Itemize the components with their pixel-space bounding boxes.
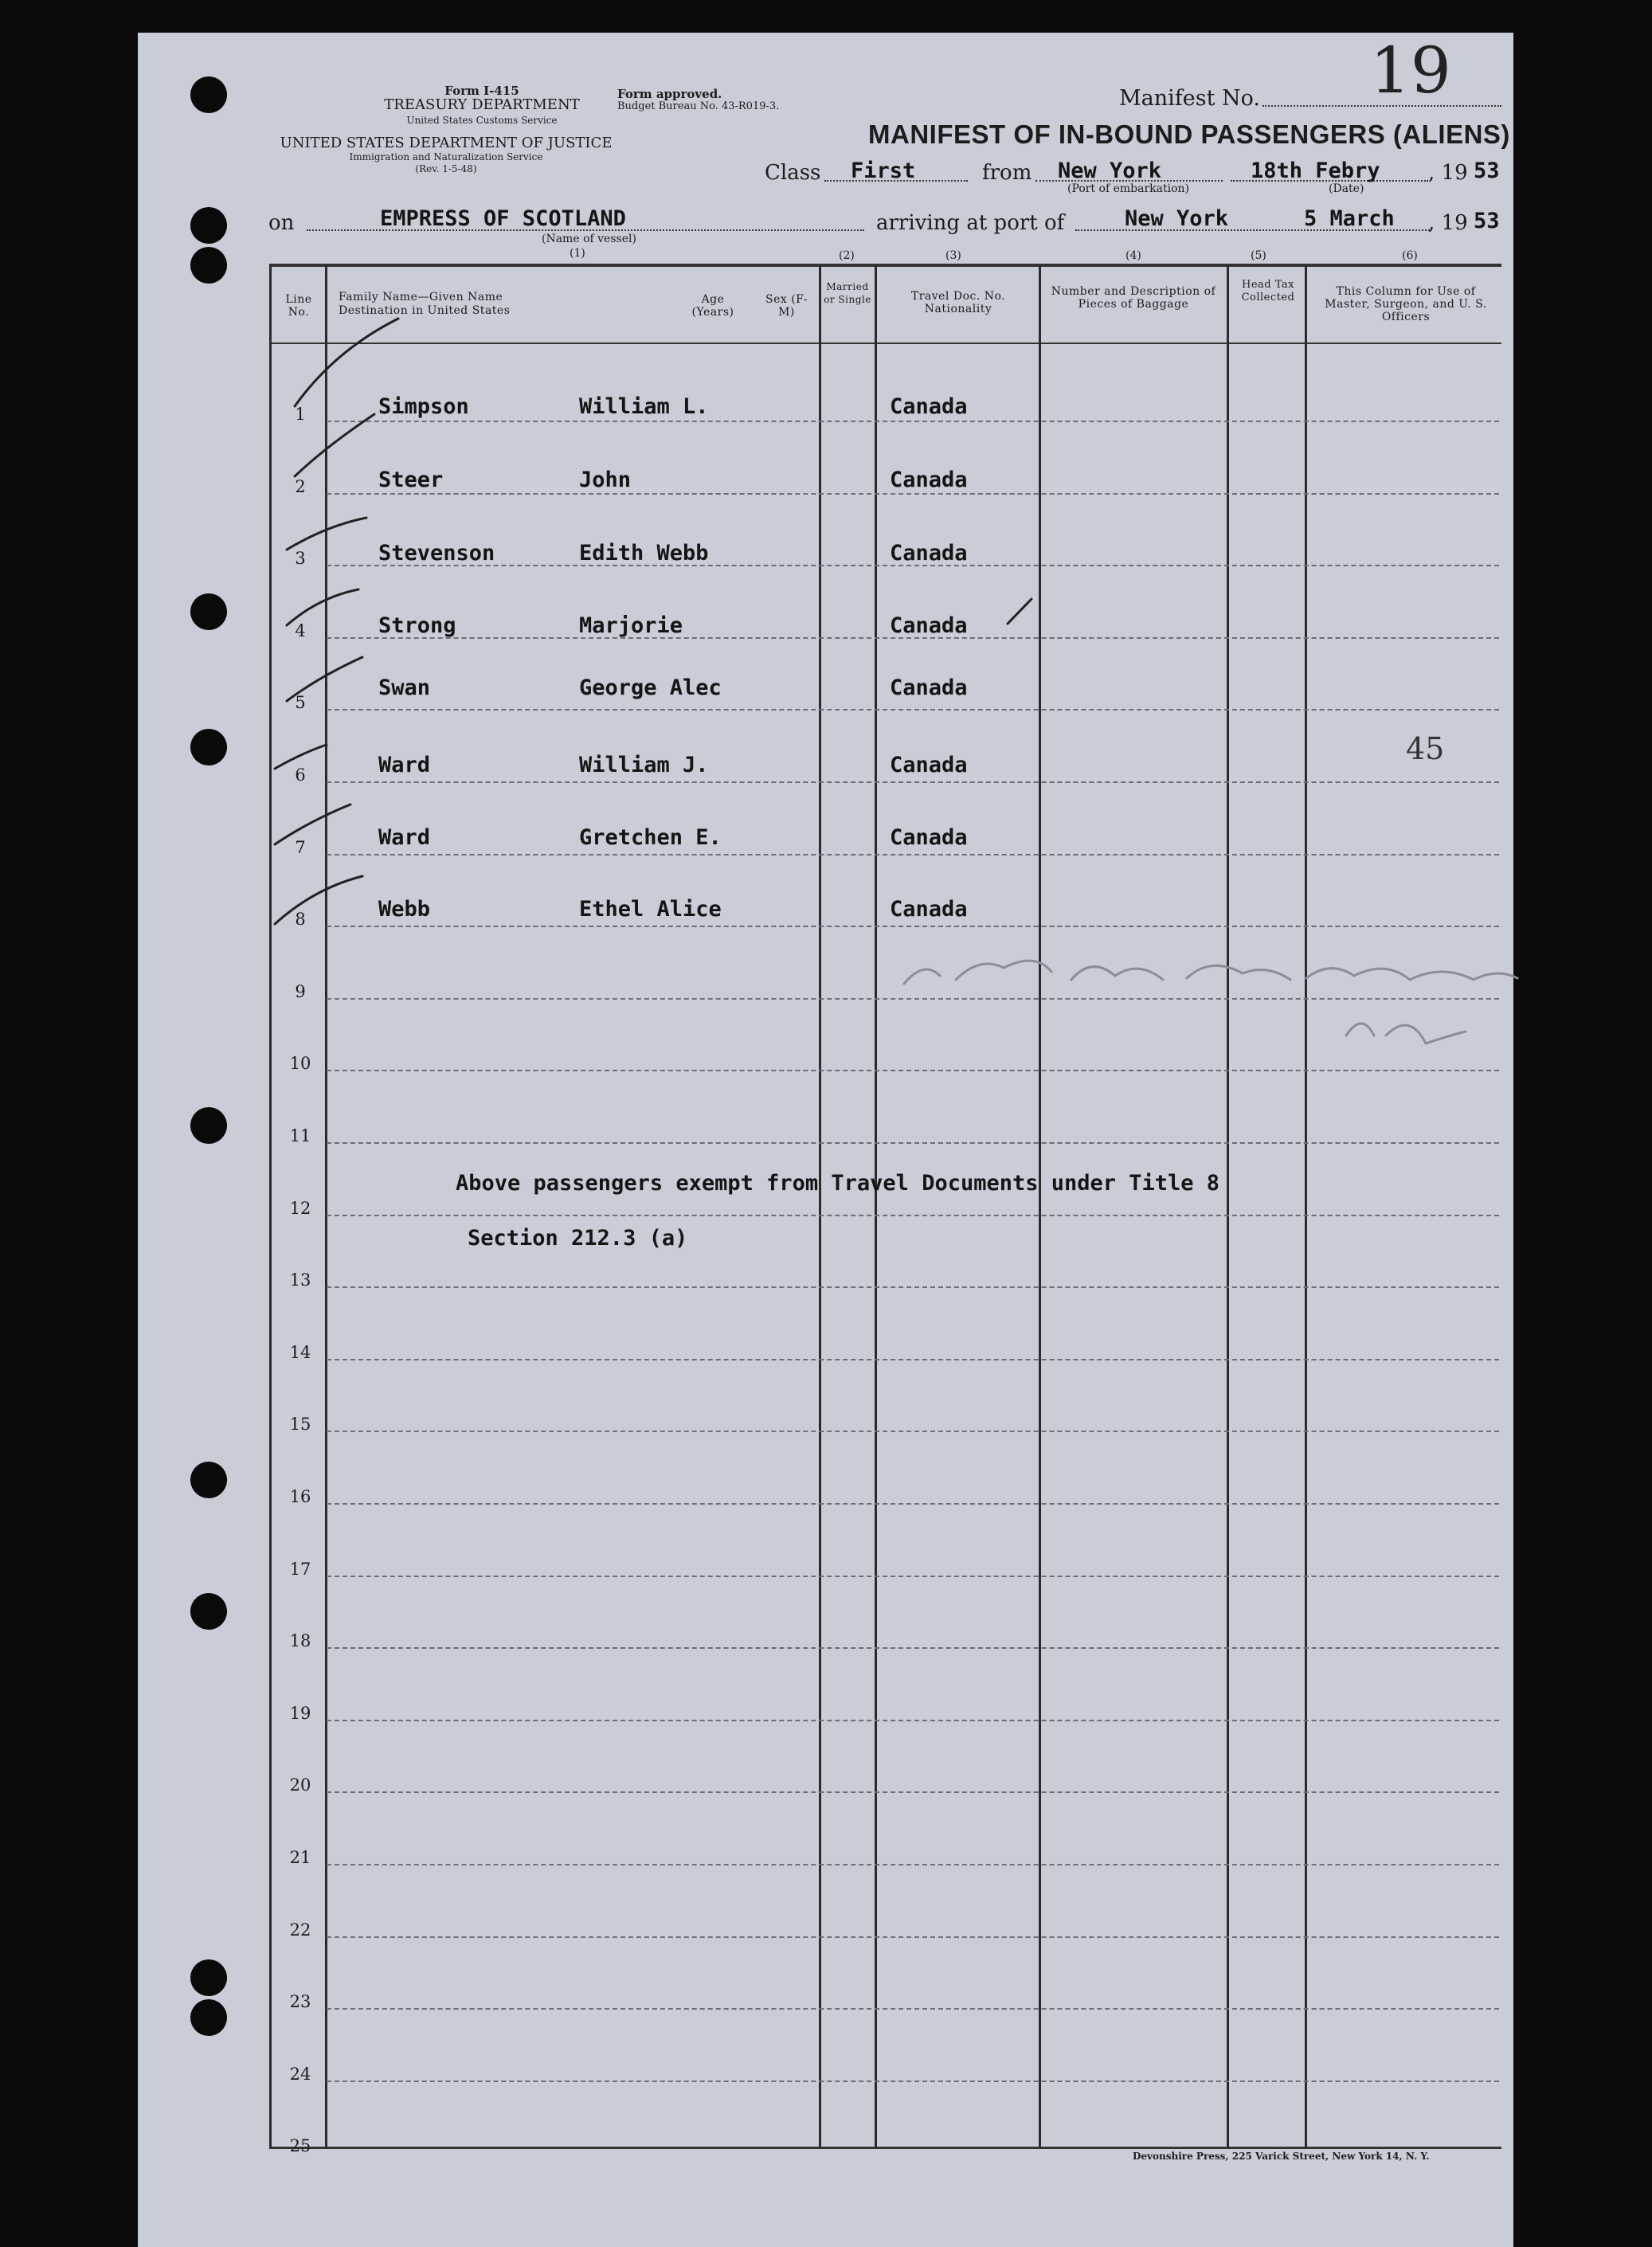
row-rule <box>327 854 1499 855</box>
passenger-nationality: Canada <box>890 825 968 850</box>
class-label: Class <box>765 161 821 185</box>
line-number: 12 <box>289 1198 311 1218</box>
header-officers: This Column for Use of Master, Surgeon, and U. S. Officers <box>1325 285 1487 323</box>
port-embark-caption: (Port of embarkation) <box>1067 182 1189 195</box>
passenger-given-name: Ethel Alice <box>579 897 722 922</box>
line-number: 19 <box>289 1703 311 1723</box>
year-value: 53 <box>1474 159 1500 183</box>
row-rule <box>327 781 1499 783</box>
budget-bureau: Budget Bureau No. 43-R019-3. <box>617 100 780 112</box>
col-divider-officers <box>1305 265 1307 2148</box>
row-rule <box>327 1791 1499 1793</box>
row-rule <box>327 1286 1499 1288</box>
header-married: Married or Single <box>824 281 871 305</box>
vessel-line <box>307 229 864 231</box>
vessel-caption: (Name of vessel) <box>542 233 636 245</box>
line-number: 25 <box>289 2136 311 2156</box>
arrival-year-value: 53 <box>1474 209 1500 233</box>
passenger-family-name: Webb <box>378 897 431 922</box>
vessel-col-num: (1) <box>570 247 585 260</box>
vessel-value: EMPRESS OF SCOTLAND <box>380 206 626 231</box>
line-number: 3 <box>295 549 306 569</box>
line-number: 14 <box>289 1342 311 1362</box>
passenger-nationality: Canada <box>890 897 968 922</box>
from-value: New York <box>1058 159 1162 183</box>
line-number: 20 <box>289 1775 311 1795</box>
form-number: Form I-415 <box>444 84 519 98</box>
table-top-rule <box>269 264 1501 267</box>
row-rule <box>327 421 1499 422</box>
binder-hole <box>190 593 227 630</box>
header-bottom-rule <box>269 343 1501 344</box>
col-divider-baggage <box>1039 265 1041 2148</box>
date-line <box>1231 180 1428 182</box>
passenger-given-name: George Alec <box>579 675 722 700</box>
col-divider-married <box>819 265 821 2148</box>
date-caption: (Date) <box>1329 182 1364 195</box>
line-number: 7 <box>295 837 306 857</box>
row-rule <box>327 2008 1499 2010</box>
passenger-family-name: Stevenson <box>378 541 495 566</box>
arrival-port-value: New York <box>1125 206 1229 231</box>
line-number: 9 <box>295 981 306 1001</box>
year-prefix: , 19 <box>1428 161 1468 185</box>
header-age: Age (Years) <box>691 293 734 319</box>
arriving-label: arriving at port of <box>876 211 1065 235</box>
passenger-family-name: Steer <box>378 468 444 492</box>
passenger-nationality: Canada <box>890 675 968 700</box>
passenger-nationality: Canada <box>890 753 968 777</box>
row-rule <box>327 709 1499 711</box>
row-rule <box>327 1864 1499 1865</box>
exemption-line-1: Above passengers exempt from Travel Documents under Title 8 <box>456 1171 1220 1196</box>
line-number: 10 <box>289 1054 311 1074</box>
exemption-line-2: Section 212.3 (a) <box>468 1226 688 1251</box>
binder-hole <box>190 76 227 113</box>
header-headtax: Head Tax Collected <box>1241 279 1295 303</box>
passenger-given-name: John <box>579 468 632 492</box>
passenger-given-name: William L. <box>579 394 709 419</box>
line-number: 24 <box>289 2064 311 2084</box>
line-number: 13 <box>289 1270 311 1290</box>
line-number: 11 <box>289 1126 311 1145</box>
row-rule <box>327 1576 1499 1577</box>
passenger-nationality: Canada <box>890 541 968 566</box>
customs-service: United States Customs Service <box>406 115 558 126</box>
col-num-3: (3) <box>945 249 961 262</box>
revision: (Rev. 1-5-48) <box>415 163 477 174</box>
binder-hole <box>190 1107 227 1144</box>
passenger-family-name: Swan <box>378 675 431 700</box>
class-line <box>824 180 968 182</box>
line-number: 1 <box>295 405 306 424</box>
header-name: Family Name—Given Name <box>339 291 503 303</box>
line-number: 5 <box>295 693 306 713</box>
from-label: from <box>982 161 1032 185</box>
row-rule <box>327 1503 1499 1505</box>
line-number: 18 <box>289 1631 311 1651</box>
passenger-given-name: Edith Webb <box>579 541 709 566</box>
officer-note-row6: 45 <box>1406 731 1445 766</box>
binder-hole <box>190 207 227 244</box>
line-number: 4 <box>295 620 306 640</box>
col-num-5: (5) <box>1251 249 1266 262</box>
row-rule <box>327 1215 1499 1216</box>
treasury-dept: TREASURY DEPARTMENT <box>384 96 580 113</box>
ins: Immigration and Naturalization Service <box>349 151 543 162</box>
binder-hole <box>190 729 227 765</box>
form-approved: Form approved. <box>617 87 722 101</box>
row-rule <box>327 1142 1499 1144</box>
col-divider-headtax <box>1227 265 1229 2148</box>
date-value: 18th Febry <box>1251 159 1380 183</box>
col-num-4: (4) <box>1125 249 1141 262</box>
binder-hole <box>190 1593 227 1630</box>
row-rule <box>327 926 1499 927</box>
row-rule <box>327 1359 1499 1360</box>
passenger-given-name: William J. <box>579 753 709 777</box>
passenger-family-name: Simpson <box>378 394 469 419</box>
row-rule <box>327 1431 1499 1432</box>
binder-hole <box>190 1462 227 1498</box>
header-destination: Destination in United States <box>339 304 511 317</box>
passenger-given-name: Gretchen E. <box>579 825 722 850</box>
col-divider-line <box>325 265 327 2148</box>
passenger-family-name: Strong <box>378 613 456 638</box>
binder-hole <box>190 1959 227 1996</box>
header-line-no: Line No. <box>285 293 312 319</box>
line-number: 6 <box>295 765 306 785</box>
col-divider-travel <box>875 265 877 2148</box>
passenger-family-name: Ward <box>378 825 431 850</box>
passenger-nationality: Canada <box>890 468 968 492</box>
manifest-title: MANIFEST OF IN-BOUND PASSENGERS (ALIENS) <box>868 119 1510 149</box>
manifest-no-label: Manifest No. <box>1119 86 1261 111</box>
line-number: 17 <box>289 1559 311 1579</box>
row-rule <box>327 2081 1499 2082</box>
binder-hole <box>190 247 227 284</box>
from-line <box>1035 180 1223 182</box>
table-bottom-rule <box>269 2147 1501 2149</box>
passenger-nationality: Canada <box>890 394 968 419</box>
line-number: 15 <box>289 1415 311 1435</box>
line-number: 21 <box>289 1848 311 1867</box>
col-num-6: (6) <box>1402 249 1418 262</box>
row-rule <box>327 1936 1499 1938</box>
line-number: 23 <box>289 1992 311 2012</box>
passenger-given-name: Marjorie <box>579 613 683 638</box>
printer-imprint: Devonshire Press, 225 Varick Street, New York 14, N. Y. <box>1133 2151 1430 2162</box>
line-number: 16 <box>289 1487 311 1506</box>
passenger-nationality: Canada <box>890 613 968 638</box>
row-rule <box>327 1720 1499 1721</box>
col-num-2: (2) <box>839 249 855 262</box>
arrival-line <box>1075 229 1430 231</box>
line-number: 8 <box>295 910 306 930</box>
binder-hole <box>190 1999 227 2036</box>
header-travel: Travel Doc. No. Nationality <box>910 290 1006 315</box>
row-rule <box>327 1647 1499 1649</box>
line-number: 2 <box>295 476 306 496</box>
row-rule <box>327 998 1499 1000</box>
table-left-border <box>269 265 272 2148</box>
header-sex: Sex (F-M) <box>765 293 808 319</box>
passenger-family-name: Ward <box>378 753 431 777</box>
on-label: on <box>268 211 295 235</box>
doj: UNITED STATES DEPARTMENT OF JUSTICE <box>280 135 613 151</box>
class-value: First <box>851 159 916 183</box>
arrival-date-value: 5 March <box>1304 206 1395 231</box>
row-rule <box>327 493 1499 495</box>
row-rule <box>327 1070 1499 1071</box>
manifest-no-value: 19 <box>1370 33 1451 108</box>
header-baggage: Number and Description of Pieces of Baggage <box>1051 285 1216 311</box>
arrival-year-prefix: , 19 <box>1428 211 1468 235</box>
line-number: 22 <box>289 1920 311 1940</box>
